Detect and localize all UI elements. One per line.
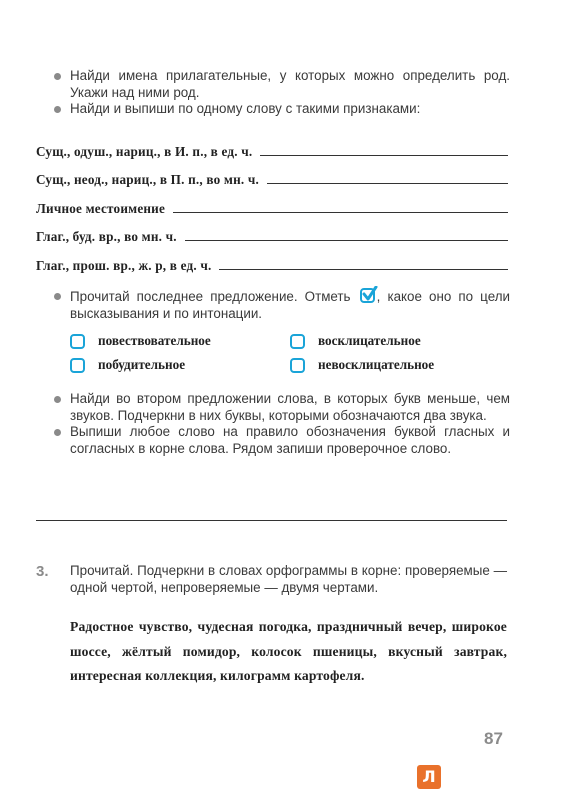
instruction-item bbox=[52, 288, 510, 322]
checkbox-icon[interactable] bbox=[290, 358, 305, 373]
checkbox-icon[interactable] bbox=[70, 358, 85, 373]
fill-row-label: Личное местоимение bbox=[36, 200, 166, 216]
fill-in-rows bbox=[36, 131, 508, 274]
instruction-text-before: Прочитай последнее предложение. Отметь bbox=[70, 289, 351, 304]
answer-underline[interactable] bbox=[219, 269, 508, 270]
checkbox-icon[interactable] bbox=[290, 334, 305, 349]
check-instruction bbox=[52, 288, 510, 322]
option-label: повествовательное bbox=[98, 333, 211, 348]
fill-row-label: Глаг., буд. вр., во мн. ч. bbox=[36, 229, 177, 244]
fill-row-label: Сущ., одуш., нариц., в И. п., в ед. ч. bbox=[36, 143, 253, 159]
instruction-text-after: , какое оно по цели высказывания и по интонации. bbox=[70, 289, 510, 321]
fill-row[interactable] bbox=[36, 131, 508, 160]
option-non-exclamatory[interactable] bbox=[290, 357, 434, 373]
fill-row[interactable] bbox=[36, 160, 508, 189]
instructions-bottom bbox=[52, 391, 510, 457]
answer-underline[interactable] bbox=[260, 155, 508, 156]
fill-row-label: Глаг., прош. вр., ж. р, в ед. ч. bbox=[36, 257, 212, 273]
option-exclamatory[interactable] bbox=[290, 333, 421, 349]
fill-row[interactable] bbox=[36, 217, 508, 246]
instruction-item: Найди во втором предложении слова, в которых букв меньше, чем звуков. Подчеркни в них буквы, которыми обозначаются два звука. bbox=[52, 391, 510, 424]
fill-row-label: Сущ., неод., нариц., в П. п., во мн. ч. bbox=[36, 172, 260, 187]
option-narrative[interactable] bbox=[70, 333, 211, 349]
option-label: побудительное bbox=[98, 357, 186, 372]
checkbox-icon[interactable] bbox=[70, 334, 85, 349]
answer-underline[interactable] bbox=[185, 240, 508, 241]
page-number: 87 bbox=[484, 729, 503, 748]
instruction-item: Выпиши любое слово на правило обозначения буквой гласных и согласных в корне слова. Рядом запиши проверочное слово. bbox=[52, 424, 510, 457]
option-imperative[interactable] bbox=[70, 357, 185, 373]
fill-row[interactable] bbox=[36, 245, 508, 274]
option-label: невосклицательное bbox=[318, 357, 435, 372]
option-label: восклицательное bbox=[318, 333, 421, 348]
publisher-logo: Л bbox=[417, 765, 441, 789]
task-number: 3. bbox=[36, 563, 49, 580]
answer-underline[interactable] bbox=[267, 183, 508, 184]
instruction-item: Найди и выпиши по одному слову с такими признаками: bbox=[52, 101, 510, 118]
task-paragraph: Радостное чувство, чудесная погодка, праздничный вечер, широкое шоссе, жёлтый помидор, колосок пшеницы, вкусный завтрак, интересная коллекция, килограмм картофеля. bbox=[70, 619, 507, 684]
task-instruction: Прочитай. Подчеркни в словах орфограммы в корне: проверяемые — одной чертой, непроверяемые — двумя чертами. bbox=[70, 563, 507, 595]
answer-underline[interactable] bbox=[173, 212, 508, 213]
fill-row[interactable] bbox=[36, 188, 508, 217]
instructions-top bbox=[52, 68, 510, 118]
checkmark-box-icon bbox=[360, 288, 375, 303]
instruction-item: Найди имена прилагательные, у которых можно определить род. Укажи над ними род. bbox=[52, 68, 510, 101]
answer-line[interactable] bbox=[36, 520, 507, 521]
